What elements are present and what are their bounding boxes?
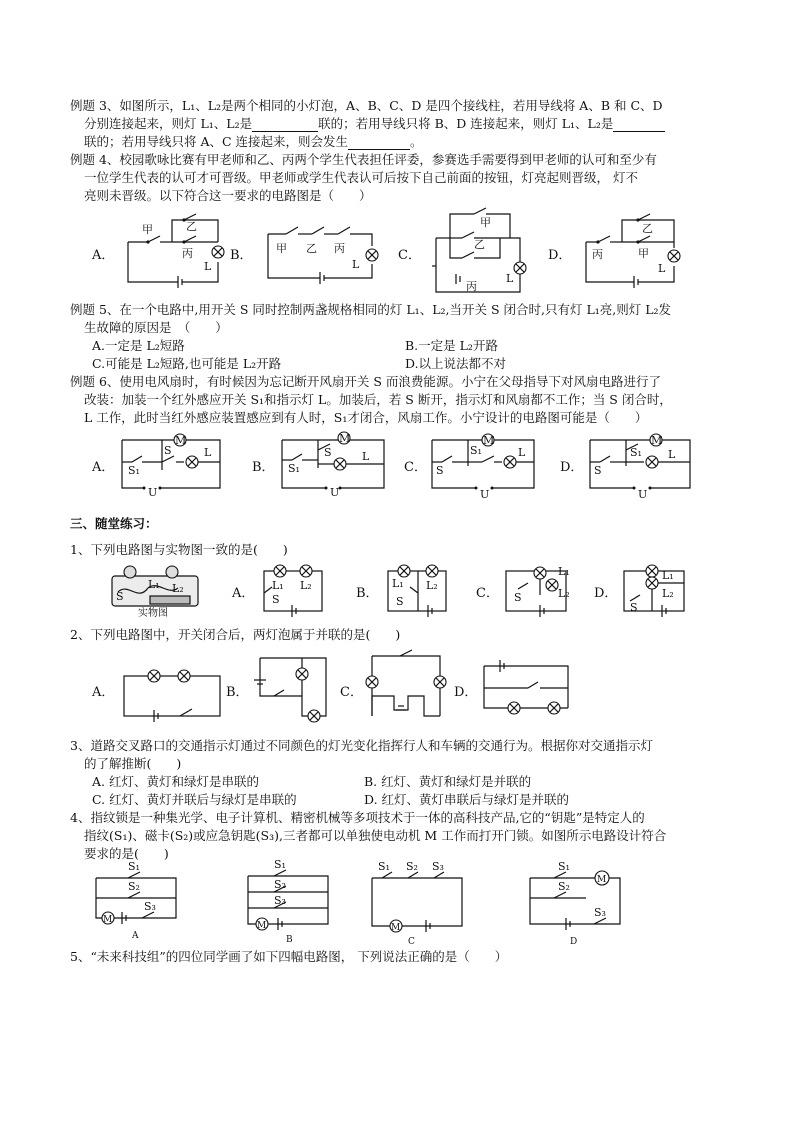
ex6-b-s: S	[324, 446, 332, 459]
ex6-a-l: L	[204, 446, 212, 459]
ex6-option-c-label[interactable]: C．	[404, 460, 427, 475]
ex3-line2a: 分别连接起来，则灯 L₁、L₂是	[84, 116, 253, 131]
ex4-c-lamp: L	[506, 272, 514, 285]
ex5-option-d[interactable]: D.以上说法都不对	[405, 356, 507, 371]
ex4-d-yi: 乙	[642, 222, 653, 235]
ex6-c-u: U	[480, 488, 490, 501]
q1-option-c-label[interactable]: C．	[476, 586, 499, 601]
ex4-d-lamp: L	[658, 262, 666, 275]
q4-b-letter: B	[286, 935, 293, 945]
q1-b-s: S	[396, 595, 404, 608]
ex3-blank-3[interactable]	[348, 137, 410, 150]
q1-d-l2: L₂	[662, 587, 674, 600]
ex5-option-a[interactable]: A.一定是 L₂短路	[92, 338, 185, 353]
ex4-line3: 亮则未晋级。以下符合这一要求的电路图是（ ）	[84, 188, 372, 203]
ex4-circuit-c	[430, 208, 538, 298]
q4-b-s1: S₁	[274, 858, 286, 871]
ex4-circuit-b	[262, 222, 382, 284]
q2-option-c-label[interactable]: C．	[340, 685, 363, 700]
q2-circuit-d	[478, 656, 576, 722]
q4-line1: 4、指纹锁是一种集光学、电子计算机、精密机械等多项技术于一体的高科技产品,它的“钥匙”是特定人的	[70, 810, 645, 825]
q2-option-a-label[interactable]: A．	[92, 685, 115, 700]
ex3-line2b: 联的；若用导线只将 B、D 连接起来，则灯 L₁、L₂是	[318, 116, 614, 131]
q4-b-s3: S₃	[274, 894, 286, 907]
q3-option-d[interactable]: D. 红灯、黄灯串联后与绿灯是并联的	[364, 792, 570, 807]
q4-c-s2: S₂	[406, 860, 418, 873]
ex6-d-m: M	[651, 434, 663, 447]
q3-line1: 3、道路交叉路口的交通指示灯通过不同颜色的灯光变化指挥行人和车辆的交通行为。根据你对交通指示灯	[70, 738, 653, 753]
ex4-a-yi: 乙	[186, 220, 197, 233]
q4-line2: 指纹(S₁)、磁卡(S₂)或应急钥匙(S₃),三者都可以单独使电动机 M 工作而打开门锁。如图所示电路设计符合	[84, 828, 667, 843]
ex6-circuit-b	[278, 428, 390, 498]
q4-d-s1: S₁	[558, 860, 570, 873]
q4-circuit-d	[526, 860, 626, 946]
q1-photo-l2: L₂	[172, 582, 184, 595]
ex3-line3b: 。	[410, 134, 423, 149]
ex6-c-s: S	[436, 464, 444, 477]
ex5-line1: 例题 5、在一个电路中,用开关 S 同时控制两盏规格相同的灯 L₁、L₂,当开关 S 闭合时,只有灯 L₁亮,则灯 L₂发	[70, 302, 672, 317]
q2-option-d-label[interactable]: D．	[454, 685, 478, 700]
q1-circuit-c	[500, 565, 572, 617]
q4-b-s2: S₂	[274, 878, 286, 891]
q1-circuit-d	[618, 563, 690, 619]
ex3-line3	[84, 133, 423, 150]
q4-d-m: M	[597, 875, 607, 885]
ex4-d-bing: 丙	[592, 248, 603, 261]
ex6-a-s: S	[164, 444, 172, 457]
ex4-c-jia: 甲	[480, 216, 491, 229]
ex6-b-u: U	[330, 486, 340, 499]
q4-a-letter: A	[132, 931, 139, 941]
q2-circuit-a	[120, 662, 224, 724]
q1-b-l1: L₁	[392, 577, 404, 590]
ex6-c-s1: S₁	[470, 444, 482, 457]
q1-d-l1: L₁	[662, 569, 674, 582]
ex4-option-b-label[interactable]: B．	[230, 248, 253, 263]
q1-photo	[108, 562, 202, 618]
q4-a-s1: S₁	[128, 860, 140, 873]
q3-option-c[interactable]: C. 红灯、黄灯并联后与绿灯是串联的	[92, 792, 297, 807]
ex6-circuit-d	[586, 430, 698, 501]
ex6-d-s: S	[594, 464, 602, 477]
ex5-option-b[interactable]: B.一定是 L₂开路	[405, 338, 498, 353]
ex6-d-l: L	[668, 448, 676, 461]
q1-option-b-label[interactable]: B．	[356, 586, 379, 601]
q1-d-s: S	[630, 601, 638, 614]
ex6-c-m: M	[483, 434, 495, 447]
ex4-option-d-label[interactable]: D．	[548, 248, 572, 263]
q4-d-s2: S₂	[558, 880, 570, 893]
q1-b-l2: L₂	[426, 579, 438, 592]
ex4-circuit-a	[120, 212, 230, 292]
q4-circuit-a	[92, 860, 182, 944]
q1-a-s: S	[272, 593, 280, 606]
q4-circuit-b	[244, 860, 334, 946]
ex4-d-jia: 甲	[638, 247, 649, 260]
ex4-line2: 一位学生代表的认可才可晋级。甲老师或学生代表认可后按下自己前面的按钮，灯亮起则晋级， 灯不	[84, 170, 638, 185]
q3-line2: 的了解推断( )	[84, 756, 182, 771]
q4-d-s3: S₃	[594, 906, 606, 919]
q1-text: 1、下列电路图与实物图一致的是( )	[70, 542, 288, 557]
ex6-a-u: U	[148, 486, 158, 499]
q1-a-l2: L₂	[300, 579, 312, 592]
q4-c-s1: S₁	[378, 860, 390, 873]
ex6-option-d-label[interactable]: D．	[560, 460, 584, 475]
q4-c-letter: C	[408, 937, 415, 947]
q1-a-l1: L₁	[272, 579, 284, 592]
ex4-b-bing: 丙	[334, 242, 345, 255]
section-title: 三、随堂练习：	[70, 516, 158, 531]
ex4-a-lamp: L	[204, 260, 212, 273]
ex6-circuit-a	[118, 430, 226, 498]
q1-photo-l1: L₁	[148, 578, 160, 591]
ex6-d-s1: S₁	[630, 446, 642, 459]
q3-option-b[interactable]: B. 红灯、黄灯和绿灯是并联的	[364, 774, 532, 789]
q4-line3: 要求的是( )	[84, 846, 169, 861]
ex4-b-lamp: L	[352, 258, 360, 271]
ex3-line2	[84, 115, 665, 132]
q1-circuit-a	[258, 565, 328, 617]
q1-c-s: S	[514, 591, 522, 604]
ex3-line3a: 联的；若用导线只将 A、C 连接起来，则会发生	[84, 134, 349, 149]
ex6-circuit-c	[428, 430, 540, 501]
ex6-d-u: U	[638, 488, 648, 501]
ex4-option-c-label[interactable]: C．	[398, 248, 421, 263]
ex4-line1: 例题 4、校园歌咏比赛有甲老师和乙、丙两个学生代表担任评委，参赛选手需要得到甲老师的认可和至少有	[70, 152, 657, 167]
ex5-option-c[interactable]: C.可能是 L₂短路,也可能是 L₂开路	[92, 356, 282, 371]
ex4-a-bing: 丙	[182, 247, 193, 260]
q4-circuit-c	[368, 860, 468, 946]
q1-circuit-b	[382, 565, 452, 617]
ex6-b-m: M	[339, 432, 351, 445]
q1-photo-s: S	[116, 590, 124, 603]
ex6-a-s1: S₁	[128, 464, 140, 477]
ex3-blank-2[interactable]	[613, 119, 665, 132]
q4-a-m: M	[103, 915, 113, 925]
q1-photo-caption: 实物图	[138, 608, 168, 619]
q4-c-s3: S₃	[432, 860, 444, 873]
ex6-option-b-label[interactable]: B．	[252, 460, 275, 475]
ex6-line2: 改装：加装一个红外感应开关 S₁和指示灯 L。加装后，若 S 断开，指示灯和风扇都不工作；当 S 闭合时，	[84, 392, 672, 407]
ex3-line1: 例题 3、如图所示，L₁、L₂是两个相同的小灯泡，A、B、C、D 是四个接线柱，若用导线将 A、B 和 C、D	[70, 98, 663, 113]
ex6-c-l: L	[518, 446, 526, 459]
ex6-a-m: M	[175, 434, 187, 447]
q1-c-l1: L₁	[558, 565, 570, 578]
q5-text: 5、“未来科技组”的四位同学画了如下四幅电路图， 下列说法正确的是（ ）	[70, 949, 508, 964]
q2-circuit-c	[364, 652, 448, 724]
ex6-b-l: L	[362, 450, 370, 463]
q1-option-a-label[interactable]: A．	[232, 586, 255, 601]
ex4-b-yi: 乙	[306, 242, 317, 255]
ex6-line3: L 工作，此时当红外感应装置感应到有人时，S₁才闭合，风扇工作。小宁设计的电路图可能是（ ）	[84, 410, 648, 425]
ex4-c-yi: 乙	[474, 238, 485, 251]
q3-option-a[interactable]: A. 红灯、黄灯和绿灯是串联的	[92, 774, 259, 789]
q1-option-d-label[interactable]: D．	[594, 586, 618, 601]
ex6-b-s1: S₁	[288, 462, 300, 475]
q2-circuit-b	[254, 654, 334, 726]
q2-text: 2、下列电路图中，开关闭合后，两灯泡属于并联的是( )	[70, 627, 401, 642]
ex4-c-bing: 丙	[466, 280, 477, 293]
ex6-option-a-label[interactable]: A．	[92, 460, 115, 475]
q4-a-s2: S₂	[128, 880, 140, 893]
q4-a-s3: S₃	[144, 900, 156, 913]
q1-c-l2: L₂	[558, 587, 570, 600]
q4-c-m: M	[391, 923, 401, 933]
ex4-b-jia: 甲	[276, 242, 287, 255]
q4-b-m: M	[257, 921, 267, 931]
ex4-circuit-d	[580, 212, 690, 292]
q2-option-b-label[interactable]: B．	[226, 685, 249, 700]
ex6-line1: 例题 6、使用电风扇时，有时候因为忘记断开风扇开关 S 而浪费能源。小宁在父母指导下对风扇电路进行了	[70, 374, 661, 389]
ex4-a-jia: 甲	[142, 223, 153, 236]
ex3-blank-1[interactable]	[252, 119, 318, 132]
ex4-option-a-label[interactable]: A．	[92, 248, 115, 263]
q4-d-letter: D	[570, 937, 578, 947]
ex5-line2: 生故障的原因是 （ ）	[84, 320, 228, 335]
